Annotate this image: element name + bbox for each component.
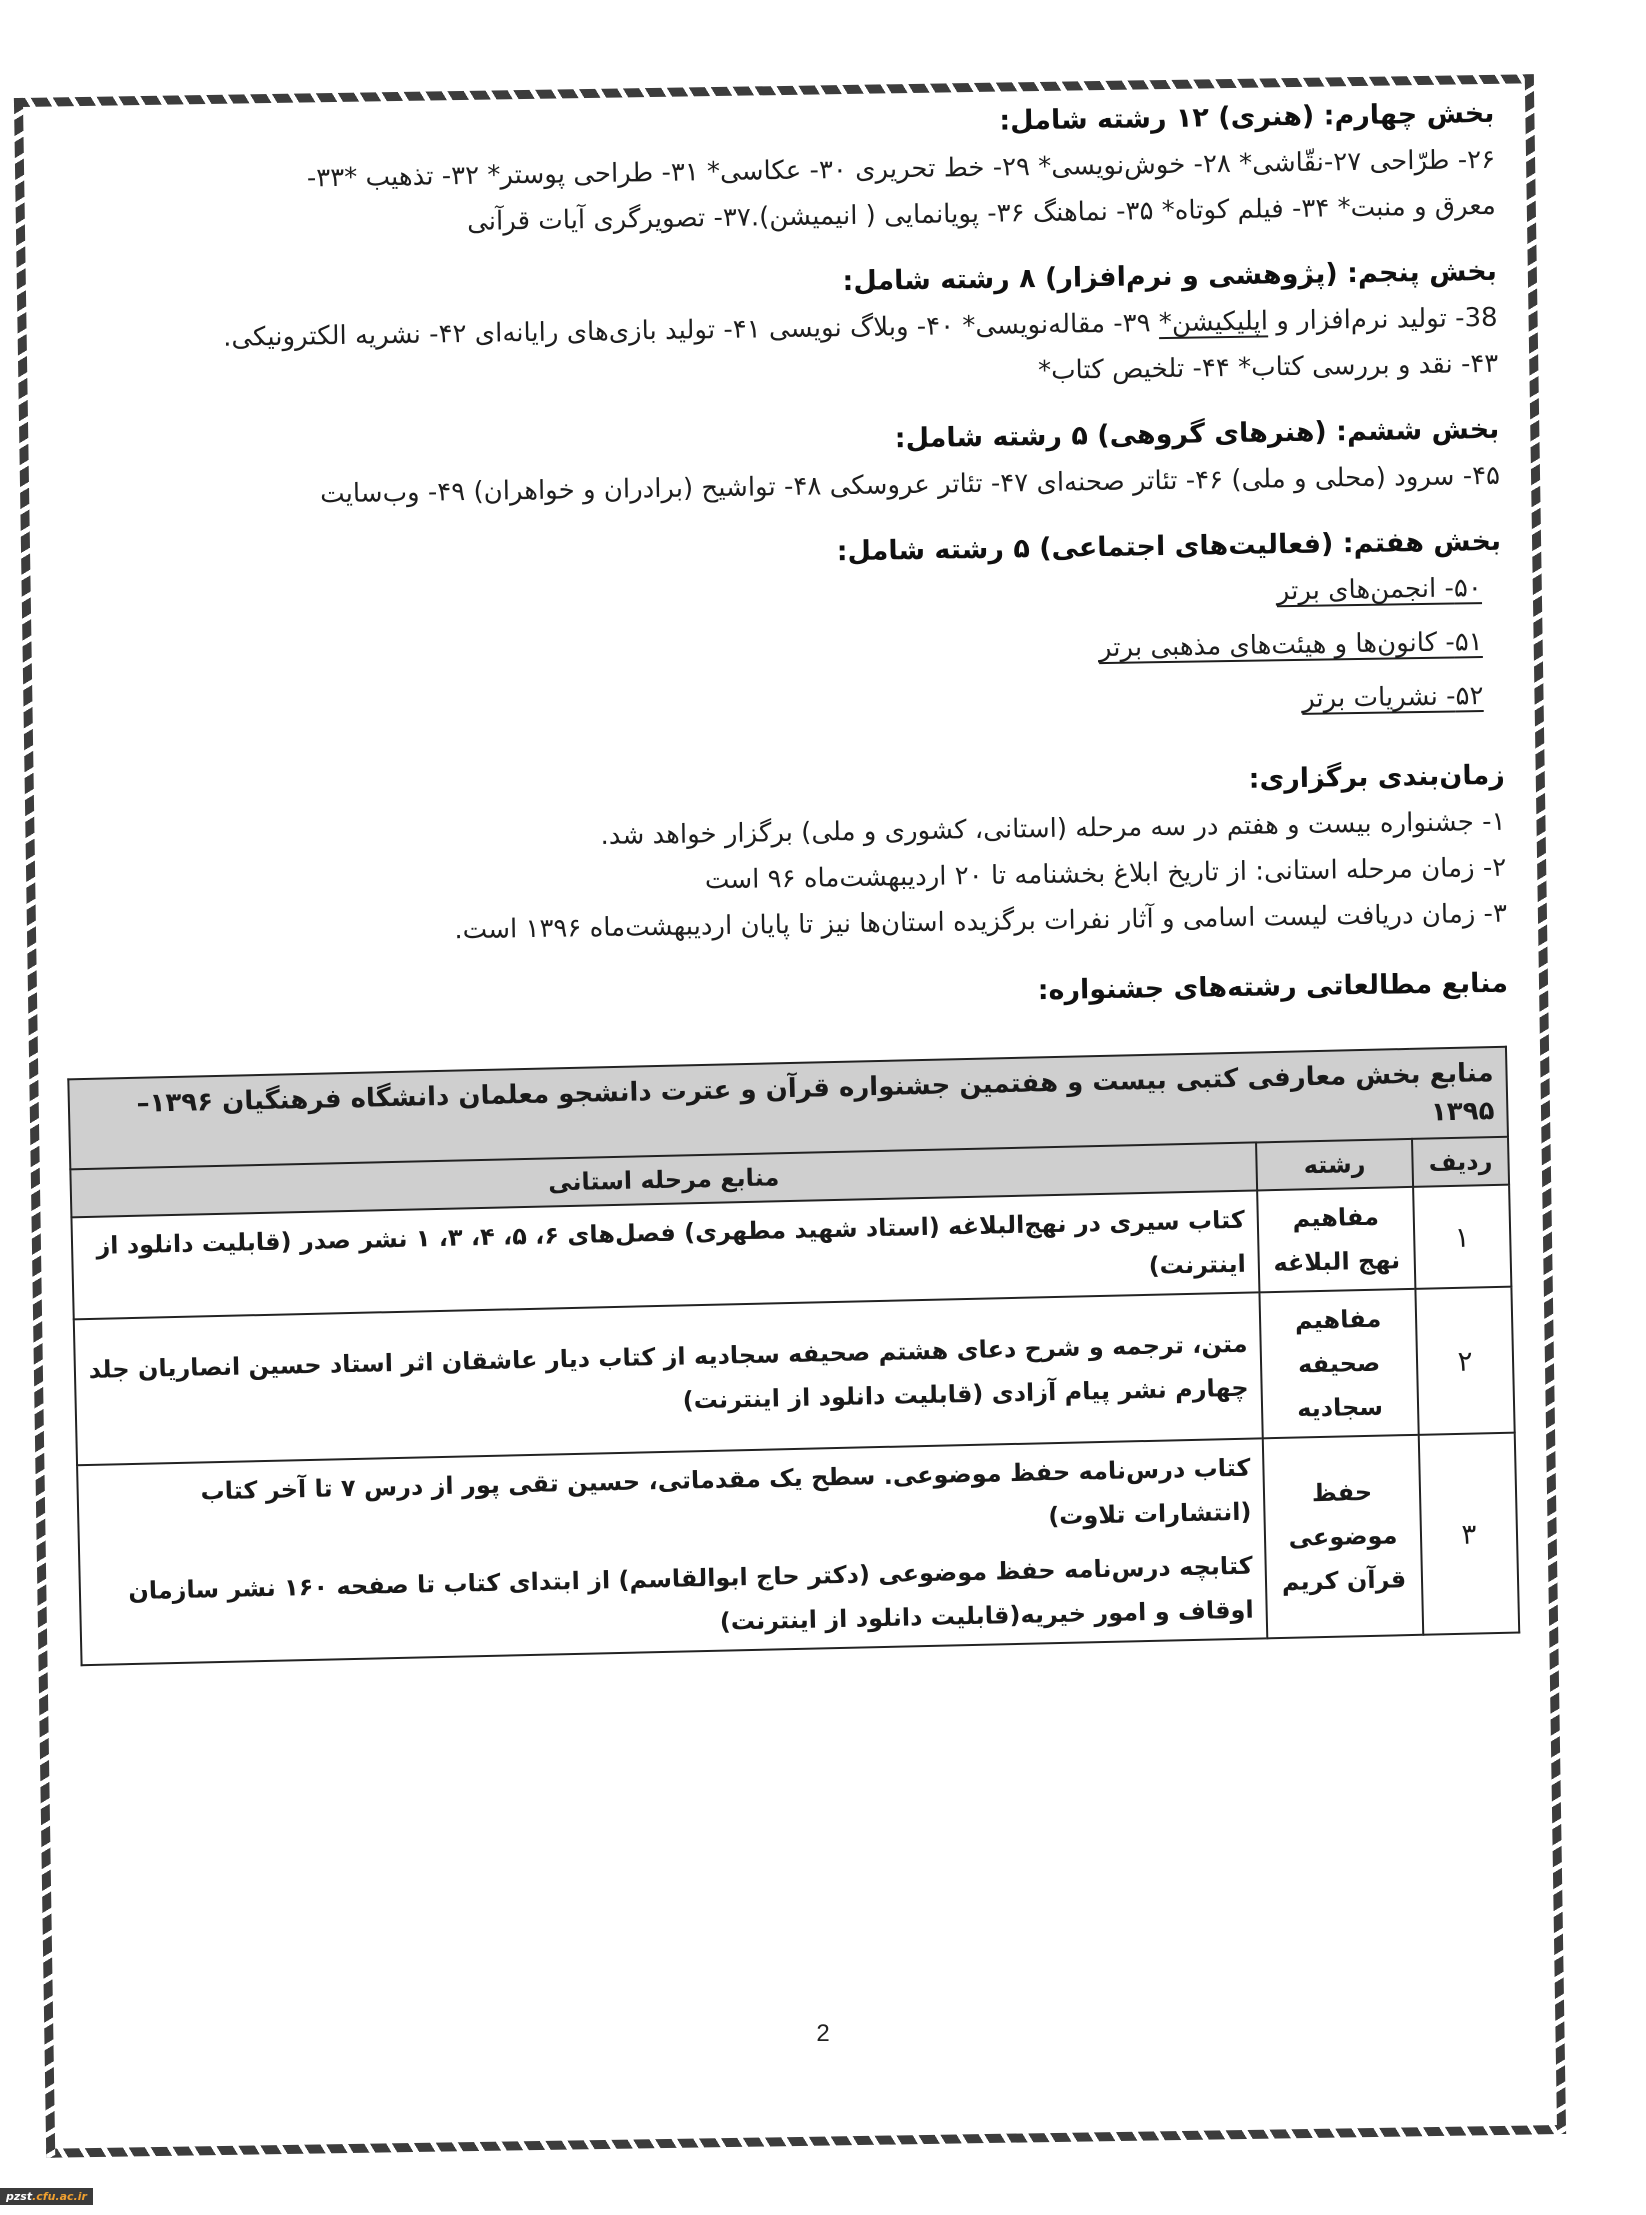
section-six-line: ۴۵- سرود (محلی و ملی) ۴۶- تئاتر صحنه‌ای ۴۷- تئاتر عروسکی ۴۸- تواشیح (برادران و خواهران) ۴۹- وب‌سایت bbox=[319, 460, 1501, 510]
section-six-heading: بخش ششم: (هنرهای گروهی) ۵ رشته شامل: bbox=[894, 413, 1500, 455]
section-five-line: ۴۳- نقد و بررسی کتاب* ۴۴- تلخیص کتاب* bbox=[1037, 348, 1499, 387]
decorative-border-left bbox=[14, 98, 55, 2158]
row-number: ۲ bbox=[1415, 1287, 1514, 1435]
section-seven-item-text: ۵۱- کانون‌ها و هیئت‌های مذهبی برتر bbox=[1098, 627, 1483, 664]
schedule-section bbox=[65, 753, 1508, 960]
section-seven-item-text: ۵۰- انجمن‌های برتر bbox=[1276, 573, 1483, 607]
section-five-line-end: ۳۹- مقاله‌نویسی* ۴۰- وبلاگ نویسی ۴۱- تولید بازی‌های رایانه‌ای ۴۲- نشریه الکترونیکی. bbox=[222, 308, 1160, 353]
column-header-row-number: ردیف bbox=[1412, 1137, 1509, 1187]
section-four-line: ۲۶- طرّاحی ۲۷-نقّاشی* ۲۸- خوش‌نویسی* ۲۹- خط تحریری ۳۰- عکاسی* ۳۱- طراحی پوستر* ۳۲- تذهیب *۳۳- bbox=[306, 144, 1496, 194]
column-header-field: رشته bbox=[1256, 1139, 1413, 1191]
section-five-heading: بخش پنجم: (پژوهشی و نرم‌افزار) ۸ رشته شامل: bbox=[842, 255, 1498, 298]
resources-section bbox=[68, 961, 1509, 1030]
table-row bbox=[77, 1433, 1519, 1666]
section-five-line-start: 38- تولید نرم‌افزار و bbox=[1267, 302, 1498, 337]
schedule-heading: زمان‌بندی برگزاری: bbox=[1248, 759, 1505, 795]
section-five-underlined-term: اپلیکیشن* bbox=[1158, 306, 1269, 339]
schedule-line: ۱- جشنواره بیست و هفتم در سه مرحله (استانی، کشوری و ملی) برگزار خواهد شد. bbox=[600, 806, 1506, 851]
schedule-line: ۳- زمان دریافت لیست اسامی و آثار نفرات برگزیده استان‌ها نیز تا پایان اردیبهشت‌ماه ۱۳۹۶ است. bbox=[454, 898, 1508, 946]
row-number: ۱ bbox=[1413, 1185, 1511, 1289]
row-number: ۳ bbox=[1419, 1433, 1520, 1635]
section-five bbox=[57, 249, 1499, 410]
row-field: حفظ موضوعی قرآن کریم bbox=[1263, 1435, 1423, 1638]
decorative-border-right bbox=[1525, 74, 1566, 2134]
section-four-heading: بخش چهارم: (هنری) ۱۲ رشته شامل: bbox=[999, 97, 1495, 137]
source-entry: کتاب سیری در نهج‌البلاغه (استاد شهید مطهری) فصل‌های ۶، ۵، ۴، ۳، ۱ نشر صدر (قابلیت دانلود از اینترنت) bbox=[96, 1205, 1247, 1280]
source-entry: کتابچه درس‌نامه حفظ موضوعی (دکتر حاج ابوالقاسم) از ابتدای کتاب تا صفحه ۱۶۰ نشر سازمان اوقاف و امور خیریه(قابلیت دانلود از اینترنت) bbox=[127, 1551, 1254, 1636]
schedule-line: ۲- زمان مرحله استانی: از تاریخ ابلاغ بخشنامه تا ۲۰ اردیبهشت‌ماه ۹۶ است bbox=[704, 852, 1507, 896]
watermark-domain: .cfu.ac.ir bbox=[32, 2190, 87, 2203]
row-sources bbox=[77, 1438, 1267, 1665]
resources-heading: منابع مطالعاتی رشته‌های جشنواره: bbox=[1037, 967, 1509, 1007]
page-number: 2 bbox=[816, 2020, 830, 2047]
row-sources bbox=[74, 1292, 1263, 1465]
source-entry: کتاب درس‌نامه حفظ موضوعی. سطح یک مقدماتی، حسین تقی پور از درس ۷ تا آخر کتاب (انتشارات تلاوت) bbox=[200, 1453, 1252, 1531]
document-body bbox=[54, 85, 1526, 2137]
page-frame bbox=[14, 74, 1566, 2158]
row-field: مفاهیم صحیفه سجادیه bbox=[1259, 1289, 1418, 1439]
section-seven-heading: بخش هفتم: (فعالیت‌های اجتماعی) ۵ رشته شامل: bbox=[836, 525, 1502, 568]
site-watermark bbox=[0, 2188, 93, 2205]
table-title: منابع بخش معارفی کتبی بیست و هفتمین جشنواره قرآن و عترت دانشجو معلمان دانشگاه فرهنگیان ۱۳۹۶–۱۳۹۵ bbox=[68, 1047, 1508, 1170]
row-field: مفاهیم نهج البلاغه bbox=[1257, 1187, 1415, 1293]
section-six bbox=[59, 407, 1500, 522]
section-four-line: معرق و منبت* ۳۴- فیلم کوتاه* ۳۵- نماهنگ ۳۶- پویانمایی ( انیمیشن).۳۷- تصویرگری آیات قرآنی bbox=[466, 190, 1497, 237]
source-entry: متن، ترجمه و شرح دعای هشتم صحیفه سجادیه از کتاب دیار عاشقان اثر استاد حسین انصاریان جلد چهارم نشر پیام آزادی (قابلیت دانلود از اینترنت) bbox=[88, 1329, 1249, 1415]
section-seven-item-text: ۵۲- نشریات برتر bbox=[1301, 681, 1484, 714]
column-header-sources: منابع مرحله استانی bbox=[70, 1142, 1257, 1217]
watermark-prefix: pzst bbox=[6, 2190, 33, 2203]
sources-table bbox=[67, 1046, 1520, 1667]
section-seven bbox=[61, 519, 1504, 742]
section-four bbox=[54, 91, 1496, 252]
